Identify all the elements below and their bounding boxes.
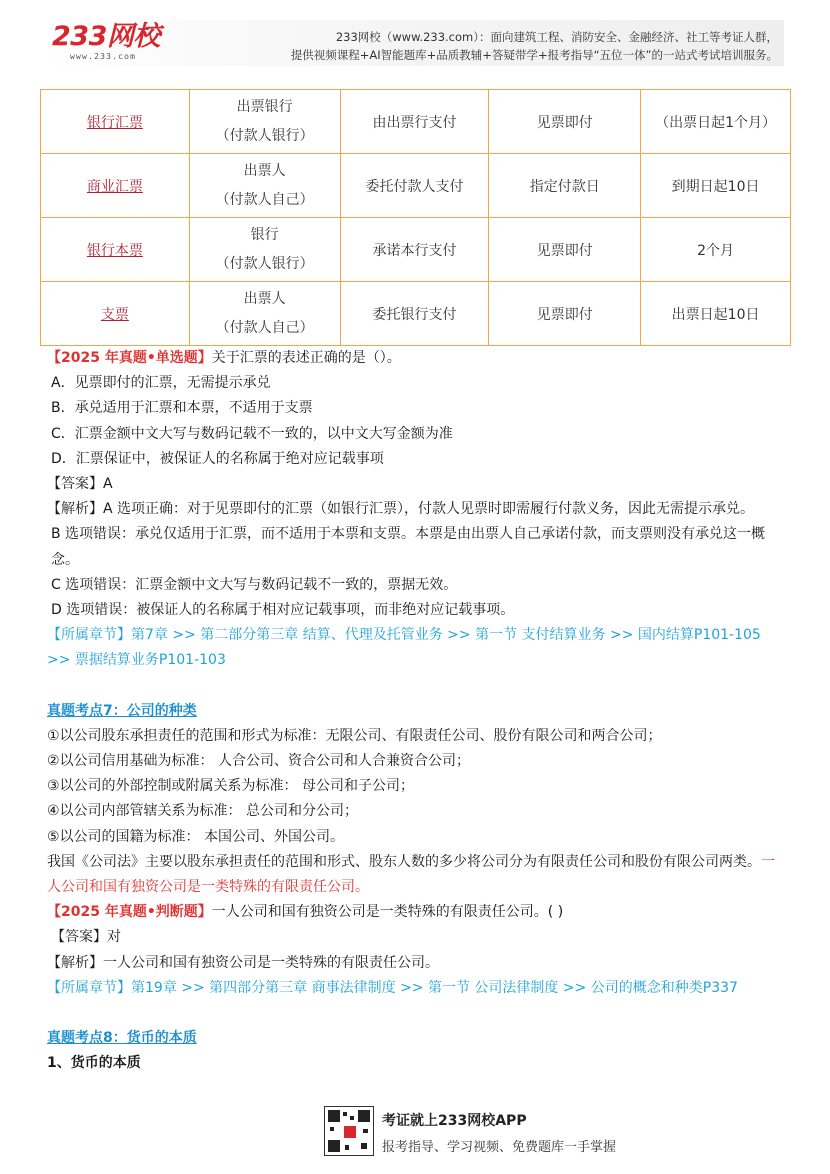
table-cell: [189, 154, 340, 218]
topic-7-title: 真题考点7：公司的种类: [47, 702, 197, 719]
question-2-chapter-link[interactable]: 【所属章节】第19章 >> 第四部分第三章 商事法律制度 >> 第一节 公司法律制度 >> 公司的概念和种类P337: [47, 979, 738, 996]
spacer: [47, 1001, 787, 1026]
table-cell: （出票日起1个月）: [641, 90, 791, 154]
table-cell: [41, 282, 190, 346]
payer-label: 出票银行: [236, 98, 293, 115]
table-row: [41, 282, 791, 346]
spacer: [47, 674, 787, 699]
bill-name-link[interactable]: 支票: [100, 306, 129, 323]
question-2-text: 一人公司和国有独资公司是一类特殊的有限责任公司。( ): [211, 904, 564, 921]
bill-name-link[interactable]: 商业汇票: [86, 178, 143, 195]
question-1-tag: 【2025 年真题•单选题】: [47, 350, 212, 366]
payer-note: （付款人自己）: [215, 319, 314, 336]
topic-8-subtitle: 1、货币的本质: [47, 1055, 141, 1072]
table-cell: [189, 282, 340, 346]
question-2-analysis: 【解析】一人公司和国有独资公司是一类特殊的有限责任公司。: [47, 954, 439, 971]
qr-logo-icon: [342, 1124, 358, 1140]
topic-7-item-1: ①以公司股东承担责任的范围和形式为标准：无限公司、有限责任公司、股份有限公司和两合公司；: [47, 727, 662, 744]
question-1-chapter-link[interactable]: 【所属章节】第7章 >> 第二部分第三章 结算、代理及托管业务 >> 第一节 支付结算业务 >> 国内结算P101-105: [47, 627, 761, 644]
payer-label: 出票人: [243, 290, 286, 307]
payer-note: （付款人银行）: [215, 127, 314, 144]
option-c: C．汇票金额中文大写与数码记载不一致的，以中文大写金额为准: [51, 425, 453, 442]
logo-main-text: 233网校: [52, 21, 160, 52]
table-cell: [41, 90, 190, 154]
table-cell: [189, 218, 340, 282]
table-cell: 委托银行支付: [340, 282, 489, 346]
footer-app-title: 考证就上233网校APP: [382, 1113, 527, 1129]
table-cell: 见票即付: [489, 90, 641, 154]
question-1-analysis-b: B 选项错误：承兑仅适用于汇票，而不适用于本票和支票。本票是由出票人自己承诺付款，而支票则没有承兑这一概念。: [51, 526, 766, 568]
question-1-analysis-a: 【解析】A 选项正确：对于见票即付的汇票（如银行汇票），付款人见票时即需履行付款义务，因此无需提示承兑。: [47, 501, 755, 518]
question-2-tag: 【2025 年真题•判断题】: [47, 904, 212, 921]
law-text: 我国《公司法》主要以股东承担责任的范围和形式、股东人数的多少将公司分为有限责任公司和股份有限公司两类。: [47, 853, 761, 870]
topic-7-law-paragraph: [47, 850, 787, 900]
table-row: [41, 218, 791, 282]
main-content: [47, 346, 787, 1076]
option-b: B．承兑适用于汇票和本票，不适用于支票: [51, 400, 313, 417]
qr-code-icon[interactable]: [324, 1106, 374, 1156]
bill-name-link[interactable]: 银行本票: [86, 242, 143, 259]
payer-label: 出票人: [243, 162, 286, 179]
option-d: D．汇票保证中，被保证人的名称属于绝对应记载事项: [51, 450, 384, 467]
topic-7-item-5: ⑤以公司的国籍为标准： 本国公司、外国公司。: [47, 828, 344, 845]
page-footer: [324, 1106, 644, 1162]
header-line-2: 提供视频课程+AI智能题库+品质教辅+答疑带学+报考指导“五位一体”的一站式考试培训服务。: [290, 48, 778, 62]
table-cell: 见票即付: [489, 218, 641, 282]
page-header: [0, 0, 830, 76]
question-2-answer: 【答案】对: [51, 929, 121, 946]
question-1-answer: 【答案】A: [47, 476, 113, 493]
table-cell: 承诺本行支付: [340, 218, 489, 282]
table-cell: 出票日起10日: [641, 282, 791, 346]
option-a: A．见票即付的汇票，无需提示承兑: [51, 375, 271, 392]
payer-label: 银行: [250, 226, 279, 243]
table-row: [41, 90, 791, 154]
question-1-text: 关于汇票的表述正确的是（）。: [211, 350, 401, 366]
topic-8-title: 真题考点8：货币的本质: [47, 1030, 197, 1047]
header-line-1: 233网校（www.233.com）：面向建筑工程、消防安全、金融经济、社工等考证人群，: [335, 30, 778, 44]
question-1-analysis-c: C 选项错误：汇票金额中文大写与数码记载不一致的，票据无效。: [51, 576, 458, 593]
payer-note: （付款人自己）: [215, 191, 314, 208]
bill-name-link[interactable]: 银行汇票: [86, 114, 143, 131]
bill-comparison-table: [40, 89, 791, 346]
payer-note: （付款人银行）: [215, 255, 314, 272]
topic-7-item-4: ④以公司内部管辖关系为标准： 总公司和分公司；: [47, 803, 358, 820]
question-1-stem: [47, 346, 787, 371]
table-row: [41, 154, 791, 218]
table-cell: [189, 90, 340, 154]
site-logo[interactable]: [52, 22, 192, 62]
table-cell: 委托付款人支付: [340, 154, 489, 218]
topic-7-item-3: ③以公司的外部控制或附属关系为标准： 母公司和子公司；: [47, 778, 414, 795]
question-1-analysis-d: D 选项错误：被保证人的名称属于相对应记载事项，而非绝对应记载事项。: [51, 602, 515, 619]
table-cell: 由出票行支付: [340, 90, 489, 154]
question-2-stem: [47, 900, 787, 925]
table-cell: [41, 154, 190, 218]
table-cell: 见票即付: [489, 282, 641, 346]
table-cell: 指定付款日: [489, 154, 641, 218]
question-1-chapter-link-cont[interactable]: >> 票据结算业务P101-103: [47, 652, 226, 669]
logo-url-text: www.233.com: [70, 52, 137, 61]
table-cell: 2个月: [641, 218, 791, 282]
law-highlight: 一人公司和国有独资公司是一类特殊的有限责任公司。: [47, 853, 775, 896]
header-description: [238, 28, 778, 64]
footer-app-subtitle: 报考指导、学习视频、免费题库一手掌握: [382, 1140, 617, 1155]
topic-7-item-2: ②以公司信用基础为标准： 人合公司、资合公司和人合兼资合公司；: [47, 753, 470, 770]
table-cell: [41, 218, 190, 282]
table-cell: 到期日起10日: [641, 154, 791, 218]
